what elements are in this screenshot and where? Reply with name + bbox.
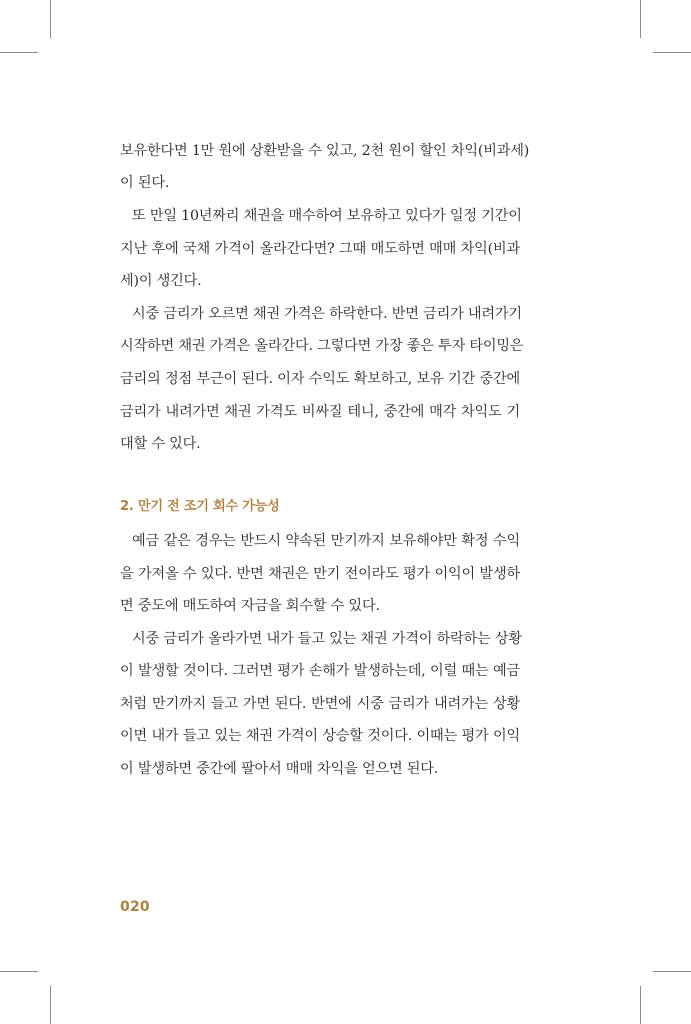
crop-mark-top-left-horizontal [0,52,38,53]
text-line: 시작하면 채권 가격은 올라간다. 그렇다면 가장 좋은 투자 타이밍은 [120,338,524,354]
section-heading: 2. 만기 전 조기 회수 가능성 [120,499,280,514]
text-line: 금리가 내려가면 채권 가격도 비싸질 테니, 중간에 매각 차익도 기 [120,404,520,420]
text-line: 처럼 만기까지 들고 가면 된다. 반면에 시중 금리가 내려가는 상황 [120,696,520,712]
text-line: 이면 내가 들고 있는 채권 가격이 상승할 것이다. 이때는 평가 이익 [120,728,520,744]
crop-mark-bottom-right-vertical [640,986,641,1024]
text-line: 또 만일 10년짜리 채권을 매수하여 보유하고 있다가 일정 기간이 [132,208,522,224]
text-line: 이 된다. [120,175,170,191]
text-line: 이 발생할 것이다. 그러면 평가 손해가 발생하는데, 이럴 때는 예금 [120,663,520,679]
text-line: 시중 금리가 올라가면 내가 들고 있는 채권 가격이 하락하는 상황 [132,631,522,647]
crop-mark-bottom-left-vertical [50,986,51,1024]
page-number: 020 [120,899,150,915]
text-line: 세)이 생긴다. [120,273,202,289]
text-line: 면 중도에 매도하여 자금을 회수할 수 있다. [120,598,380,614]
text-line: 보유한다면 1만 원에 상환받을 수 있고, 2천 원이 할인 차익(비과세) [120,143,530,159]
crop-mark-top-left-vertical [50,0,51,38]
text-line: 지난 후에 국채 가격이 올라간다면? 그때 매도하면 매매 차익(비과 [120,241,520,257]
crop-mark-top-right-vertical [640,0,641,38]
text-line: 을 가져올 수 있다. 반면 채권은 만기 전이라도 평가 이익이 발생하 [120,566,520,582]
crop-mark-bottom-right-horizontal [653,971,691,972]
text-line: 대할 수 있다. [120,436,201,452]
text-line: 예금 같은 경우는 반드시 약속된 만기까지 보유해야만 확정 수익 [132,533,520,549]
text-line: 금리의 정점 부근이 된다. 이자 수익도 확보하고, 보유 기간 중간에 [120,371,520,387]
crop-mark-bottom-left-horizontal [0,971,38,972]
text-line: 이 발생하면 중간에 팔아서 매매 차익을 얻으면 된다. [120,761,439,777]
crop-mark-top-right-horizontal [653,52,691,53]
text-line: 시중 금리가 오르면 채권 가격은 하락한다. 반면 금리가 내려가기 [132,306,522,322]
